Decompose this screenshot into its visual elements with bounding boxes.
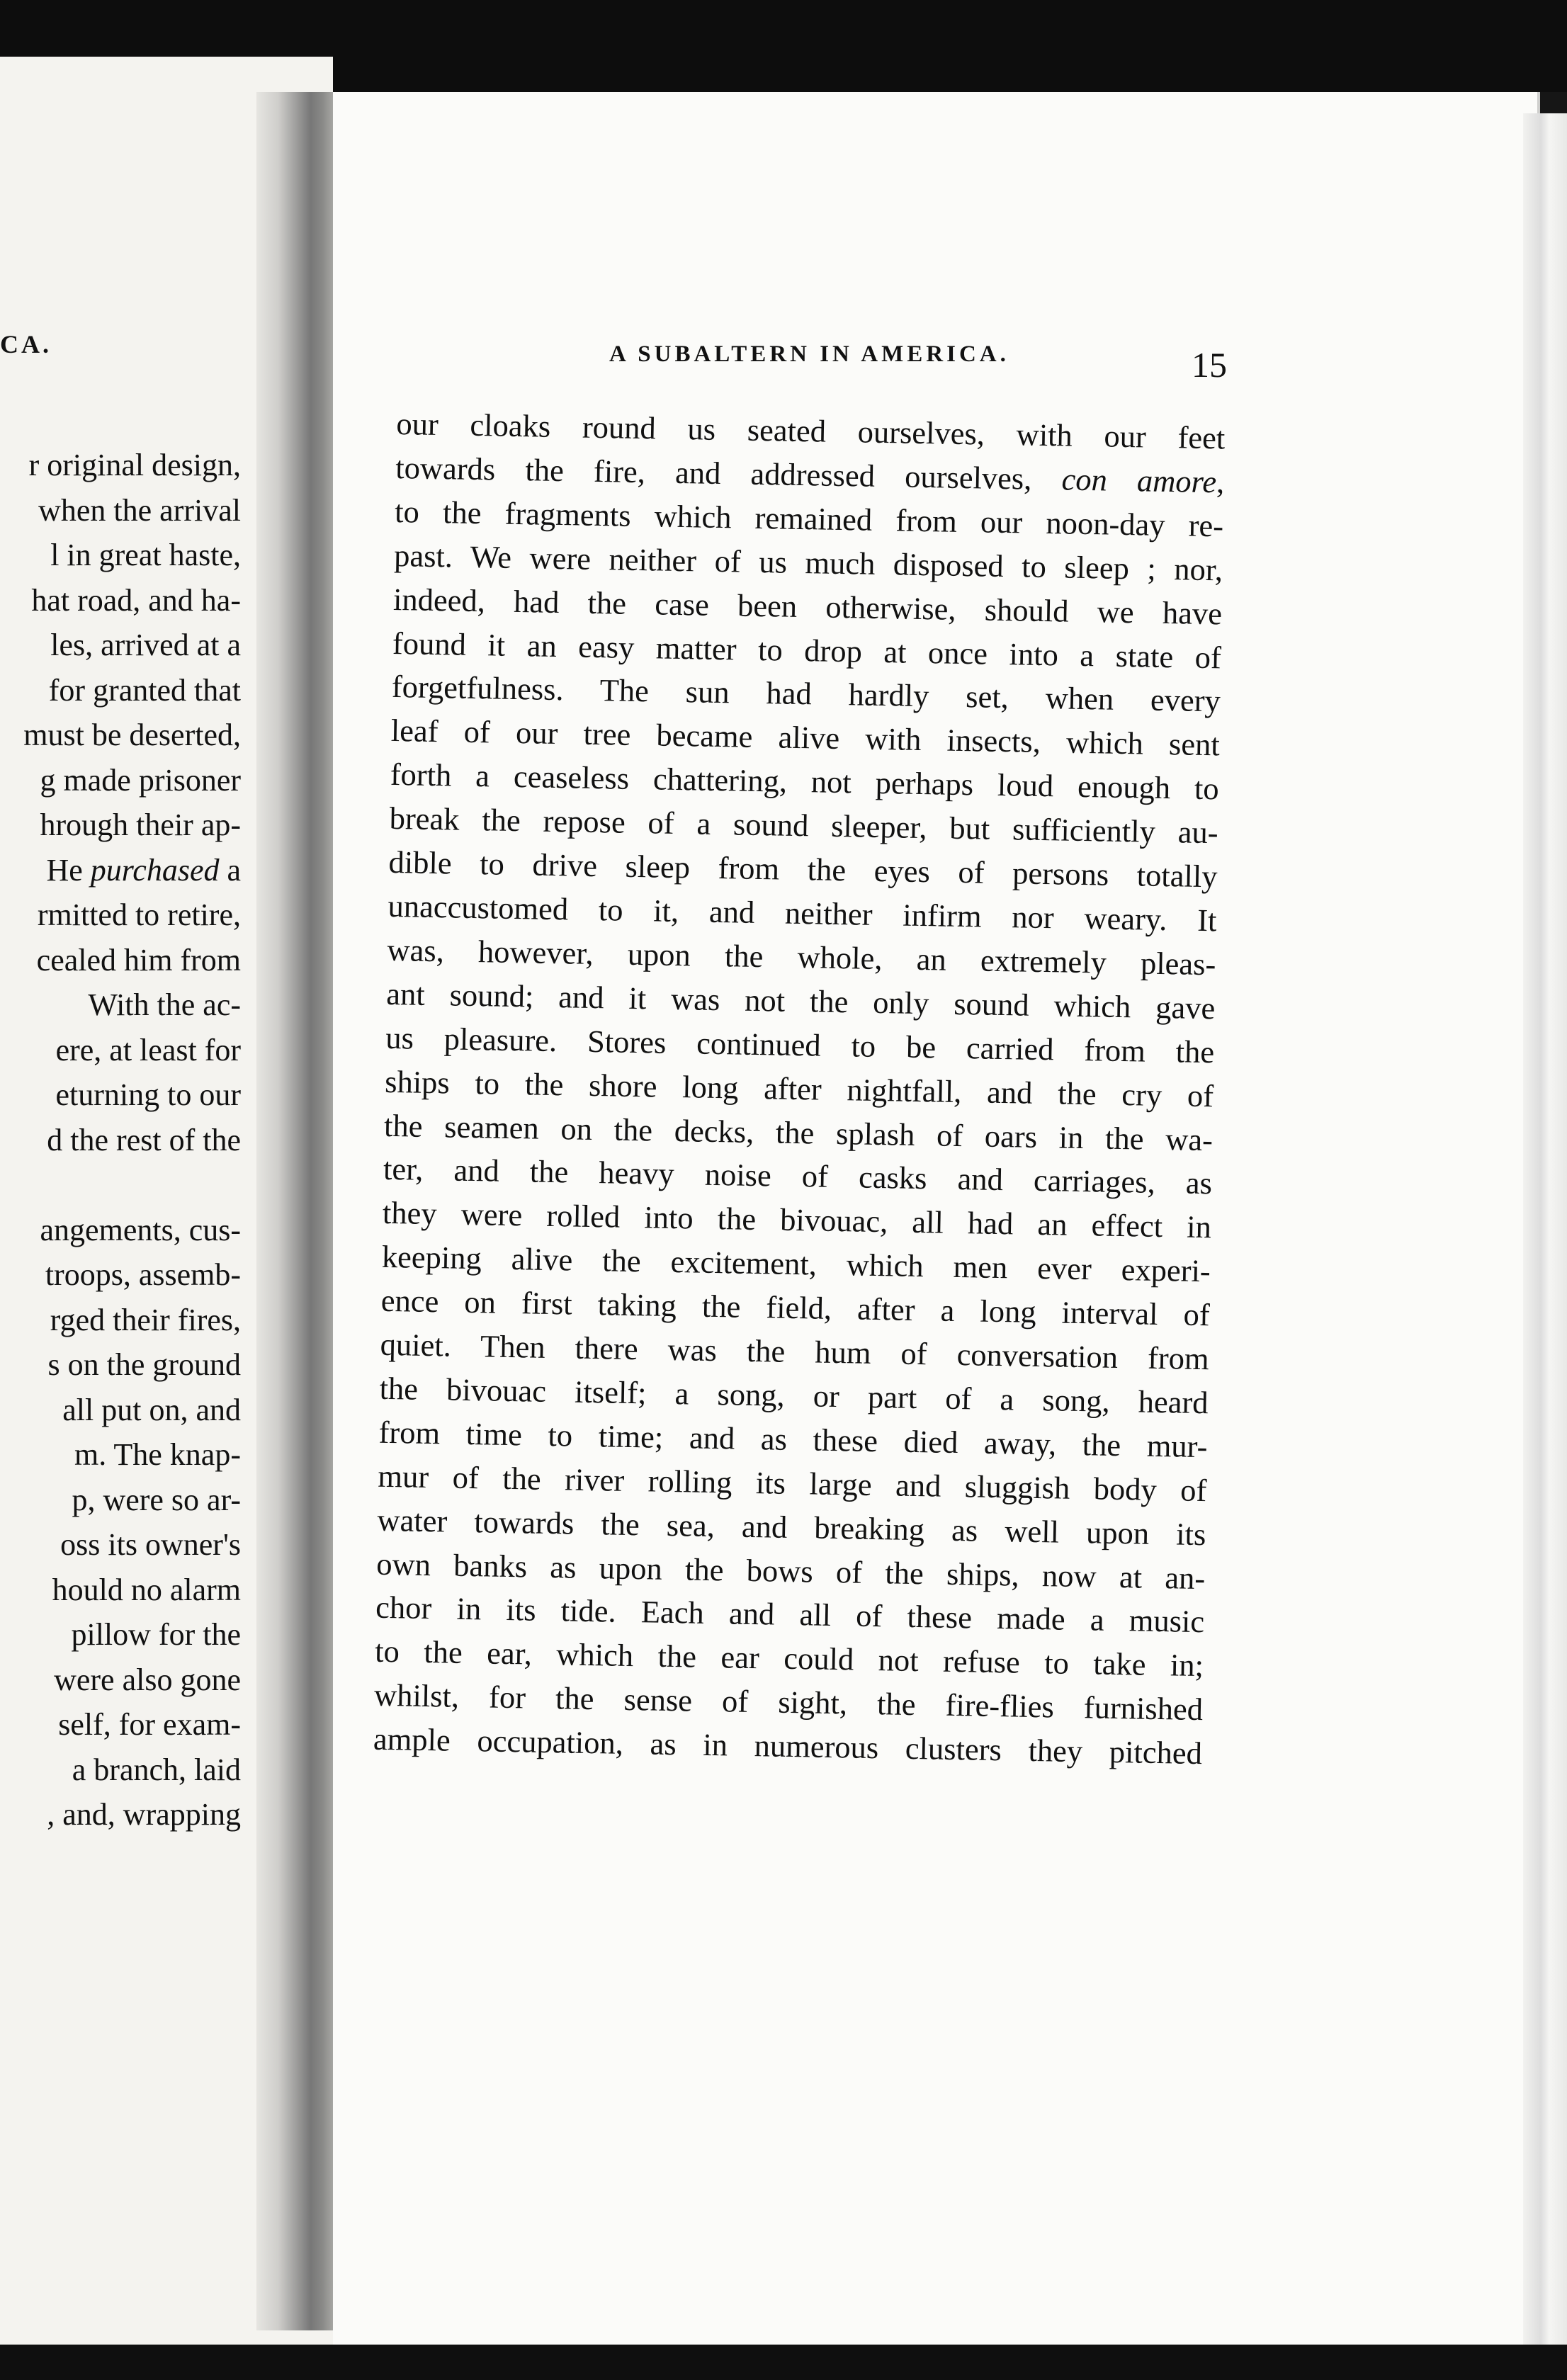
body-text <box>373 402 1226 1776</box>
left-text-line: must be deserted, <box>23 718 241 752</box>
left-text-line: ere, at least for <box>55 1032 241 1067</box>
left-text-line: hrough their ap- <box>40 808 241 842</box>
running-head: A SUBALTERN IN AMERICA. <box>609 341 1009 367</box>
text-line: keeping alive the excitement, which men ever experi- <box>381 1239 1211 1289</box>
left-text-line: les, arrived at a <box>50 628 241 662</box>
text-line: forgetfulness. The sun had hardly set, when every <box>391 669 1221 719</box>
left-text-line: hat road, and ha- <box>31 582 241 618</box>
left-text-line: g made prisoner <box>40 762 241 798</box>
left-text-line: all put on, and <box>62 1392 241 1427</box>
left-text-line: troops, assemb- <box>45 1257 241 1292</box>
text-line: past. We were neither of us much disposed to sleep ; nor, <box>393 537 1223 588</box>
left-text-line: a branch, laid <box>72 1752 241 1787</box>
left-text-line: With the ac- <box>88 987 241 1022</box>
text-line: own banks as upon the bows of the ships, now at an- <box>375 1546 1206 1596</box>
text-line: our cloaks round us seated ourselves, with our feet <box>396 405 1226 456</box>
text-line: towards the fire, and addressed ourselves, con amore, <box>395 449 1225 500</box>
left-text-line: rged their fires, <box>50 1302 241 1337</box>
left-text-line: for granted that <box>48 672 241 708</box>
text-line: ence on first taking the field, after a long interval of <box>380 1282 1211 1333</box>
text-line: found it an easy matter to drop at once into a state of <box>392 625 1222 675</box>
left-text-line: angements, cus- <box>40 1212 241 1247</box>
left-text-line: oss its owner's <box>60 1527 241 1562</box>
text-line: mur of the river rolling its large and sluggish body of <box>378 1458 1207 1508</box>
left-text-line <box>0 1162 241 1208</box>
left-text-line: p, were so ar- <box>72 1482 241 1517</box>
scan-border-bottom <box>0 2345 1567 2380</box>
text-line: to the fragments which remained from our noon-day re- <box>394 493 1224 544</box>
text-line: water towards the sea, and breaking as well upon its <box>377 1502 1206 1552</box>
left-text-line: cealed him from <box>36 942 241 978</box>
text-line: ample occupation, as in numerous clusters they pitched <box>373 1721 1203 1772</box>
left-text-line: pillow for the <box>71 1617 241 1652</box>
page-edge <box>1523 113 1567 2345</box>
left-text-line: m. The knap- <box>74 1437 241 1472</box>
text-line: the seamen on the decks, the splash of oars in the wa- <box>383 1107 1214 1157</box>
left-text-line: r original design, <box>28 448 241 482</box>
text-line: to the ear, which the ear could not refuse to take in; <box>374 1633 1204 1684</box>
text-line: whilst, for the sense of sight, the fire-flies furnished <box>373 1677 1204 1728</box>
text-line: forth a ceaseless chattering, not perhaps loud enough to <box>390 756 1220 807</box>
text-line: was, however, upon the whole, an extremely pleas- <box>387 931 1216 982</box>
left-text-line: hould no alarm <box>52 1572 241 1607</box>
text-line: they were rolled into the bivouac, all had an effect in <box>382 1195 1212 1245</box>
left-page-text <box>0 443 241 1837</box>
left-text-line: when the arrival <box>38 492 241 528</box>
text-line: us pleasure. Stores continued to be carried from the <box>385 1019 1215 1070</box>
left-text-line: were also gone <box>54 1662 241 1697</box>
left-text-line: eturning to our <box>55 1077 241 1112</box>
text-line: ships to the shore long after nightfall, and the cry of <box>384 1063 1214 1114</box>
page-number: 15 <box>1192 345 1227 385</box>
text-line: indeed, had the case been otherwise, should we have <box>392 581 1223 631</box>
text-line: quiet. Then there was the hum of conversation from <box>380 1326 1210 1377</box>
text-line: from time to time; and as these died away, the mur- <box>378 1414 1208 1465</box>
left-text-line: d the rest of the <box>47 1122 241 1157</box>
text-line: the bivouac itself; a song, or part of a song, heard <box>379 1370 1209 1421</box>
left-text-line: He purchased a <box>46 852 241 888</box>
left-text-line: self, for exam- <box>58 1707 241 1742</box>
left-text-line: rmitted to retire, <box>37 897 241 932</box>
left-text-line: l in great haste, <box>50 538 241 572</box>
left-text-line: , and, wrapping <box>47 1797 241 1832</box>
left-running-head: CA. <box>0 330 52 358</box>
text-line: ant sound; and it was not the only sound which gave <box>385 975 1216 1026</box>
text-line: unaccustomed to it, and neither infirm nor weary. It <box>387 888 1217 939</box>
text-line: dible to drive sleep from the eyes of persons totally <box>388 844 1218 895</box>
text-line: leaf of our tree became alive with insects, which sent <box>390 713 1221 763</box>
text-line: ter, and the heavy noise of casks and carriages, as <box>383 1151 1213 1201</box>
text-line: chor in its tide. Each and all of these made a music <box>375 1590 1205 1640</box>
left-text-line: s on the ground <box>47 1347 241 1382</box>
text-line: break the repose of a sound sleeper, but sufficiently au- <box>389 800 1219 851</box>
